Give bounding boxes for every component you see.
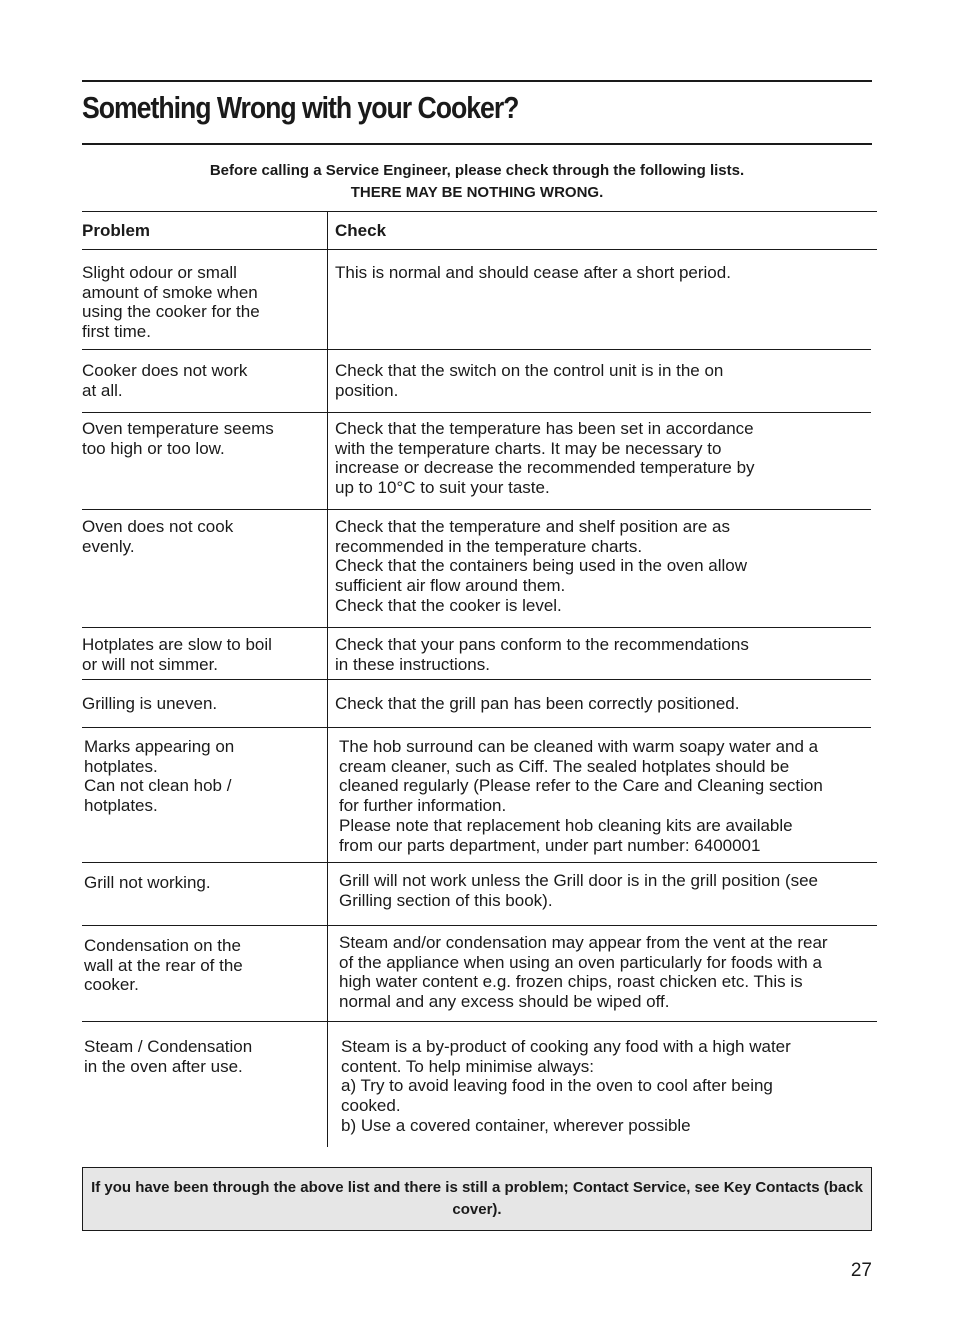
- problem-cell: Cooker does not work at all.: [82, 361, 248, 400]
- problem-cell: Marks appearing on hotplates. Can not clean hob / hotplates.: [84, 737, 235, 816]
- check-cell: Grill will not work unless the Grill door is in the grill position (see Grilling section of this book).: [339, 871, 819, 910]
- check-cell: Steam is a by-product of cooking any food with a high water content. To help minimise always: a) Try to avoid leaving food in the oven to cool after being cooked. b) Use a covered container, wherever possible: [341, 1037, 791, 1135]
- row-rule: [82, 862, 877, 863]
- problem-cell: Grill not working.: [84, 873, 211, 892]
- page-number: 27: [850, 1260, 872, 1281]
- row-rule: [82, 349, 871, 350]
- header-problem: Problem: [82, 221, 151, 240]
- table-top-rule: [82, 211, 877, 212]
- check-cell: Check that the temperature has been set in accordance with the temperature charts. It may be necessary to increase or decrease the recommended temperature by up to 10°C to suit your taste.: [335, 419, 755, 498]
- row-rule: [82, 412, 871, 413]
- title-rule: [82, 143, 872, 145]
- check-cell: Check that the switch on the control unit is in the on position.: [335, 361, 724, 400]
- check-cell: Check that the temperature and shelf position are as recommended in the temperature charts. Check that the containers being used in the oven allow sufficient air flow around them. Check that the cooker is level.: [335, 517, 748, 615]
- problem-cell: Hotplates are slow to boil or will not simmer.: [82, 635, 272, 674]
- check-cell: Steam and/or condensation may appear from the vent at the rear of the appliance when using an oven particularly for foods with a high water content e.g. frozen chips, roast chicken etc. This is normal and any excess should be wiped off.: [339, 933, 828, 1012]
- check-cell: Check that the grill pan has been correctly positioned.: [335, 694, 740, 713]
- check-cell: Check that your pans conform to the recommendations in these instructions.: [335, 635, 749, 674]
- page-title: Something Wrong with your Cooker?: [82, 90, 519, 125]
- header-rule: [82, 249, 877, 250]
- top-rule: [82, 80, 872, 82]
- problem-cell: Oven does not cook evenly.: [82, 517, 234, 556]
- contact-service-notice: [82, 1167, 872, 1231]
- check-cell: This is normal and should cease after a short period.: [335, 263, 731, 282]
- header-check: Check: [335, 221, 387, 240]
- row-rule: [82, 925, 877, 926]
- check-cell: The hob surround can be cleaned with warm soapy water and a cream cleaner, such as Ciff. The sealed hotplates should be cleaned regularly (Please refer to the Care and Cleaning section for further information. Please note that replacement hob cleaning kits are available from our parts department, under part number: 6400001: [339, 737, 823, 855]
- column-divider: [327, 211, 328, 1147]
- intro-line-1: Before calling a Service Engineer, please check through the following lists.: [209, 162, 745, 179]
- intro-line-2: THERE MAY BE NOTHING WRONG.: [350, 184, 604, 201]
- row-rule: [82, 627, 871, 628]
- row-rule: [82, 1021, 877, 1022]
- problem-cell: Oven temperature seems too high or too low.: [82, 419, 274, 458]
- contact-service-text: If you have been through the above list and there is still a problem; Contact Service, see Key Contacts (back cover).: [91, 1179, 863, 1218]
- row-rule: [82, 679, 871, 680]
- problem-cell: Condensation on the wall at the rear of the cooker.: [84, 936, 243, 995]
- problem-cell: Slight odour or small amount of smoke when using the cooker for the first time.: [82, 263, 260, 342]
- problem-cell: Steam / Condensation in the oven after use.: [84, 1037, 253, 1076]
- row-rule: [82, 509, 871, 510]
- intro-note: [82, 160, 872, 204]
- row-rule: [82, 727, 871, 728]
- problem-cell: Grilling is uneven.: [82, 694, 218, 713]
